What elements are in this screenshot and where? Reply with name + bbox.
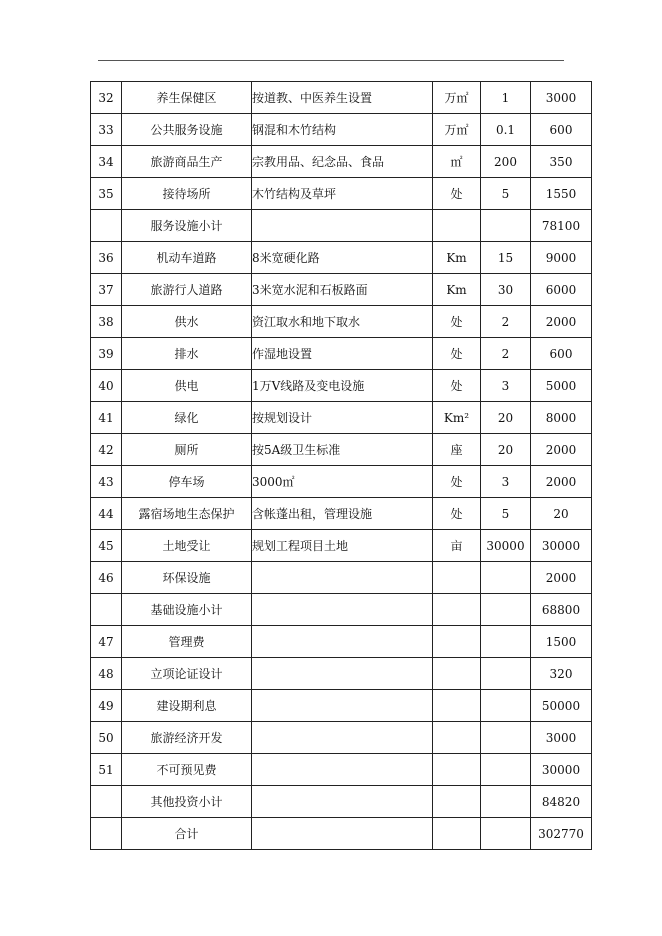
- item-description-cell: 木竹结构及草坪: [252, 178, 433, 210]
- quantity-cell: [481, 722, 531, 754]
- item-name-cell: 建设期利息: [122, 690, 252, 722]
- table-row: [91, 818, 592, 850]
- unit-cell: [433, 210, 481, 242]
- amount-cell: 84820: [531, 786, 592, 818]
- item-name-cell: 机动车道路: [122, 242, 252, 274]
- table-row: [91, 658, 592, 690]
- item-name-cell: 旅游行人道路: [122, 274, 252, 306]
- item-description-cell: [252, 658, 433, 690]
- row-number-cell: 33: [91, 114, 122, 146]
- item-name-cell: 立项论证设计: [122, 658, 252, 690]
- quantity-cell: [481, 786, 531, 818]
- amount-cell: 2000: [531, 306, 592, 338]
- row-number-cell: 50: [91, 722, 122, 754]
- row-number-cell: [91, 818, 122, 850]
- quantity-cell: [481, 754, 531, 786]
- unit-cell: 处: [433, 306, 481, 338]
- amount-cell: 600: [531, 338, 592, 370]
- unit-cell: Km²: [433, 402, 481, 434]
- quantity-cell: [481, 626, 531, 658]
- investment-table: [90, 81, 592, 850]
- quantity-cell: [481, 690, 531, 722]
- table-row: [91, 274, 592, 306]
- unit-cell: 处: [433, 370, 481, 402]
- item-description-cell: 资江取水和地下取水: [252, 306, 433, 338]
- item-description-cell: [252, 818, 433, 850]
- quantity-cell: 1: [481, 82, 531, 114]
- quantity-cell: 15: [481, 242, 531, 274]
- quantity-cell: 30000: [481, 530, 531, 562]
- table-row: [91, 594, 592, 626]
- table-row: [91, 370, 592, 402]
- item-description-cell: 3米宽水泥和石板路面: [252, 274, 433, 306]
- item-description-cell: [252, 722, 433, 754]
- row-number-cell: 42: [91, 434, 122, 466]
- item-description-cell: [252, 562, 433, 594]
- amount-cell: 1550: [531, 178, 592, 210]
- row-number-cell: 36: [91, 242, 122, 274]
- item-name-cell: 环保设施: [122, 562, 252, 594]
- amount-cell: 1500: [531, 626, 592, 658]
- item-description-cell: 宗教用品、纪念品、食品: [252, 146, 433, 178]
- quantity-cell: 3: [481, 466, 531, 498]
- item-name-cell: 管理费: [122, 626, 252, 658]
- item-name-cell: 其他投资小计: [122, 786, 252, 818]
- item-name-cell: 供水: [122, 306, 252, 338]
- amount-cell: 2000: [531, 562, 592, 594]
- table-row: [91, 626, 592, 658]
- quantity-cell: 30: [481, 274, 531, 306]
- amount-cell: 600: [531, 114, 592, 146]
- unit-cell: 座: [433, 434, 481, 466]
- amount-cell: 5000: [531, 370, 592, 402]
- quantity-cell: 2: [481, 306, 531, 338]
- quantity-cell: 20: [481, 402, 531, 434]
- item-description-cell: [252, 594, 433, 626]
- quantity-cell: 200: [481, 146, 531, 178]
- table-row: [91, 562, 592, 594]
- item-description-cell: [252, 626, 433, 658]
- item-name-cell: 旅游经济开发: [122, 722, 252, 754]
- quantity-cell: 3: [481, 370, 531, 402]
- item-description-cell: 按5A级卫生标准: [252, 434, 433, 466]
- amount-cell: 50000: [531, 690, 592, 722]
- amount-cell: 302770: [531, 818, 592, 850]
- unit-cell: [433, 626, 481, 658]
- unit-cell: Km: [433, 242, 481, 274]
- amount-cell: 3000: [531, 722, 592, 754]
- quantity-cell: [481, 210, 531, 242]
- unit-cell: ㎡: [433, 146, 481, 178]
- unit-cell: [433, 818, 481, 850]
- row-number-cell: [91, 594, 122, 626]
- table-row: [91, 530, 592, 562]
- row-number-cell: 38: [91, 306, 122, 338]
- quantity-cell: 5: [481, 178, 531, 210]
- row-number-cell: 46: [91, 562, 122, 594]
- unit-cell: 处: [433, 466, 481, 498]
- amount-cell: 3000: [531, 82, 592, 114]
- table-row: [91, 434, 592, 466]
- unit-cell: 亩: [433, 530, 481, 562]
- item-name-cell: 停车场: [122, 466, 252, 498]
- unit-cell: [433, 754, 481, 786]
- item-name-cell: 厕所: [122, 434, 252, 466]
- item-name-cell: 排水: [122, 338, 252, 370]
- table-row: [91, 306, 592, 338]
- item-name-cell: 绿化: [122, 402, 252, 434]
- header-rule: [98, 60, 564, 61]
- table-row: [91, 786, 592, 818]
- table-row: [91, 466, 592, 498]
- row-number-cell: 48: [91, 658, 122, 690]
- unit-cell: 处: [433, 498, 481, 530]
- table-row: [91, 82, 592, 114]
- item-description-cell: [252, 210, 433, 242]
- table-row: [91, 338, 592, 370]
- item-description-cell: 规划工程项目土地: [252, 530, 433, 562]
- quantity-cell: 0.1: [481, 114, 531, 146]
- item-name-cell: 养生保健区: [122, 82, 252, 114]
- amount-cell: 6000: [531, 274, 592, 306]
- item-name-cell: 土地受让: [122, 530, 252, 562]
- item-description-cell: 钢混和木竹结构: [252, 114, 433, 146]
- row-number-cell: 45: [91, 530, 122, 562]
- item-name-cell: 合计: [122, 818, 252, 850]
- amount-cell: 8000: [531, 402, 592, 434]
- item-name-cell: 基础设施小计: [122, 594, 252, 626]
- unit-cell: [433, 786, 481, 818]
- quantity-cell: 2: [481, 338, 531, 370]
- row-number-cell: 51: [91, 754, 122, 786]
- quantity-cell: [481, 818, 531, 850]
- item-description-cell: 1万V线路及变电设施: [252, 370, 433, 402]
- row-number-cell: 39: [91, 338, 122, 370]
- item-description-cell: 按规划设计: [252, 402, 433, 434]
- amount-cell: 2000: [531, 434, 592, 466]
- unit-cell: [433, 722, 481, 754]
- row-number-cell: 37: [91, 274, 122, 306]
- table-row: [91, 498, 592, 530]
- unit-cell: [433, 690, 481, 722]
- item-name-cell: 服务设施小计: [122, 210, 252, 242]
- row-number-cell: 34: [91, 146, 122, 178]
- item-description-cell: 8米宽硬化路: [252, 242, 433, 274]
- unit-cell: Km: [433, 274, 481, 306]
- row-number-cell: 49: [91, 690, 122, 722]
- amount-cell: 20: [531, 498, 592, 530]
- unit-cell: 万㎡: [433, 114, 481, 146]
- row-number-cell: [91, 786, 122, 818]
- table-row: [91, 722, 592, 754]
- row-number-cell: 44: [91, 498, 122, 530]
- amount-cell: 9000: [531, 242, 592, 274]
- quantity-cell: 20: [481, 434, 531, 466]
- item-description-cell: 作湿地设置: [252, 338, 433, 370]
- table-row: [91, 146, 592, 178]
- item-name-cell: 露宿场地生态保护: [122, 498, 252, 530]
- item-description-cell: 3000㎡: [252, 466, 433, 498]
- unit-cell: 万㎡: [433, 82, 481, 114]
- row-number-cell: 32: [91, 82, 122, 114]
- table-row: [91, 178, 592, 210]
- item-name-cell: 供电: [122, 370, 252, 402]
- quantity-cell: [481, 594, 531, 626]
- row-number-cell: 41: [91, 402, 122, 434]
- row-number-cell: 35: [91, 178, 122, 210]
- item-name-cell: 旅游商品生产: [122, 146, 252, 178]
- item-description-cell: [252, 690, 433, 722]
- amount-cell: 350: [531, 146, 592, 178]
- amount-cell: 320: [531, 658, 592, 690]
- row-number-cell: 43: [91, 466, 122, 498]
- table-row: [91, 114, 592, 146]
- quantity-cell: [481, 562, 531, 594]
- row-number-cell: 47: [91, 626, 122, 658]
- item-description-cell: [252, 786, 433, 818]
- row-number-cell: [91, 210, 122, 242]
- unit-cell: [433, 594, 481, 626]
- table-row: [91, 242, 592, 274]
- amount-cell: 30000: [531, 530, 592, 562]
- amount-cell: 30000: [531, 754, 592, 786]
- row-number-cell: 40: [91, 370, 122, 402]
- item-name-cell: 公共服务设施: [122, 114, 252, 146]
- amount-cell: 78100: [531, 210, 592, 242]
- table-row: [91, 690, 592, 722]
- table-row: [91, 754, 592, 786]
- amount-cell: 2000: [531, 466, 592, 498]
- quantity-cell: [481, 658, 531, 690]
- unit-cell: 处: [433, 178, 481, 210]
- table-body: [91, 82, 592, 850]
- item-description-cell: [252, 754, 433, 786]
- unit-cell: 处: [433, 338, 481, 370]
- table-row: [91, 402, 592, 434]
- item-description-cell: 按道教、中医养生设置: [252, 82, 433, 114]
- quantity-cell: 5: [481, 498, 531, 530]
- item-name-cell: 接待场所: [122, 178, 252, 210]
- item-name-cell: 不可预见费: [122, 754, 252, 786]
- unit-cell: [433, 562, 481, 594]
- unit-cell: [433, 658, 481, 690]
- amount-cell: 68800: [531, 594, 592, 626]
- table-row: [91, 210, 592, 242]
- item-description-cell: 含帐蓬出租，管理设施: [252, 498, 433, 530]
